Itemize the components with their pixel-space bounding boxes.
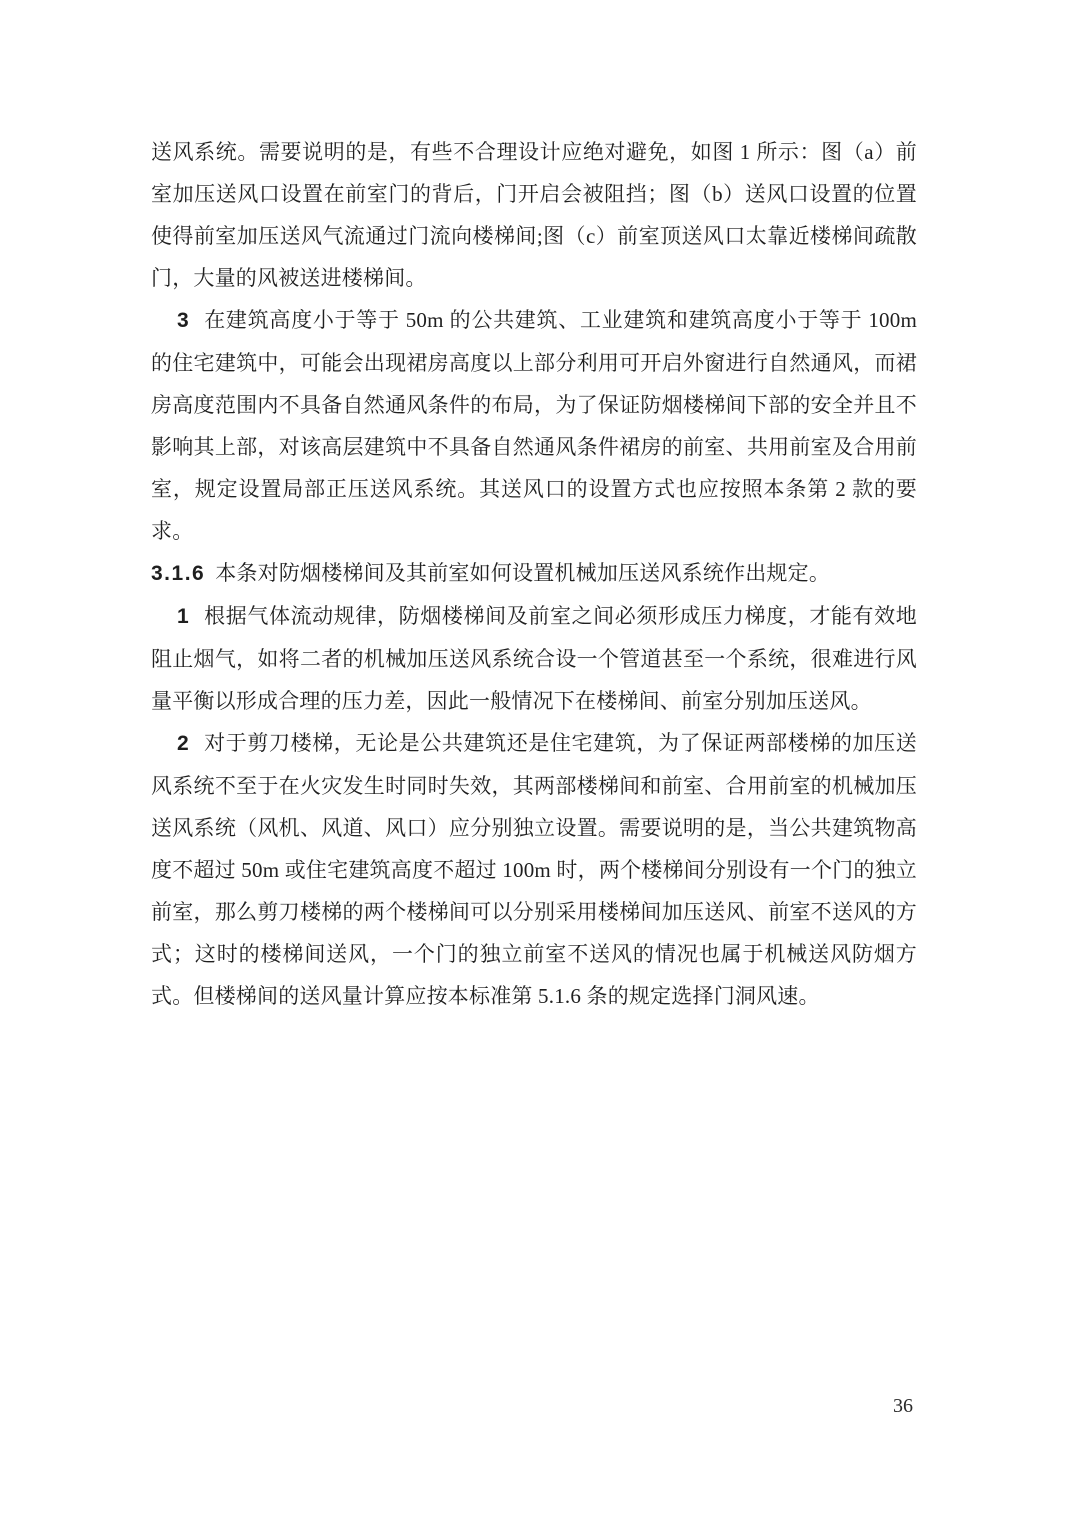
- paragraph-text: 对于剪刀楼梯，无论是公共建筑还是住宅建筑，为了保证两部楼梯的加压送风系统不至于在火灾发生时同时失效，其两部楼梯间和前室、合用前室的机械加压送风系统（风机、风道、风口）应分别独立设置。需要说明的是，当公共建筑物高度不超过 50m 或住宅建筑高度不超过 100m 时，两个楼梯间分别设有一个门的独立前室，那么剪刀楼梯的两个楼梯间可以分别采用楼梯间加压送风、前室不送风的方式；这时的楼梯间送风，一个门的独立前室不送风的情况也属于机械送风防烟方式。但楼梯间的送风量计算应按本标准第 5.1.6 条的规定选择门洞风速。: [151, 731, 917, 1008]
- page-content: [151, 131, 917, 1017]
- list-item-2: [151, 722, 917, 1017]
- paragraph-continuation: [151, 131, 917, 299]
- list-item-1: [151, 595, 917, 722]
- paragraph-text: 在建筑高度小于等于 50m 的公共建筑、工业建筑和建筑高度小于等于 100m 的住宅建筑中，可能会出现裙房高度以上部分利用可开启外窗进行自然通风，而裙房高度范围内不具备自然通风条件的布局，为了保证防烟楼梯间下部的安全并且不影响其上部，对该高层建筑中不具备自然通风条件裙房的前室、共用前室及合用前室，规定设置局部正压送风系统。其送风口的设置方式也应按照本条第 2 款的要求。: [151, 308, 917, 543]
- item-number: 1: [177, 605, 190, 628]
- page-number: 36: [893, 1395, 913, 1417]
- clause-number: 3.1.6: [151, 562, 206, 585]
- clause-3-1-6: [151, 552, 917, 595]
- paragraph-text: 根据气体流动规律，防烟楼梯间及前室之间必须形成压力梯度，才能有效地阻止烟气，如将二者的机械加压送风系统合设一个管道甚至一个系统，很难进行风量平衡以形成合理的压力差，因此一般情况下在楼梯间、前室分别加压送风。: [151, 604, 917, 713]
- paragraph-text: 本条对防烟楼梯间及其前室如何设置机械加压送风系统作出规定。: [215, 561, 831, 585]
- paragraph-text: 送风系统。需要说明的是，有些不合理设计应绝对避免，如图 1 所示：图（a）前室加压送风口设置在前室门的背后，门开启会被阻挡；图（b）送风口设置的位置使得前室加压送风气流通过门流向楼梯间;图（c）前室顶送风口太靠近楼梯间疏散门，大量的风被送进楼梯间。: [151, 140, 917, 290]
- item-number: 2: [177, 732, 190, 755]
- list-item-3: [151, 299, 917, 552]
- item-number: 3: [177, 309, 190, 332]
